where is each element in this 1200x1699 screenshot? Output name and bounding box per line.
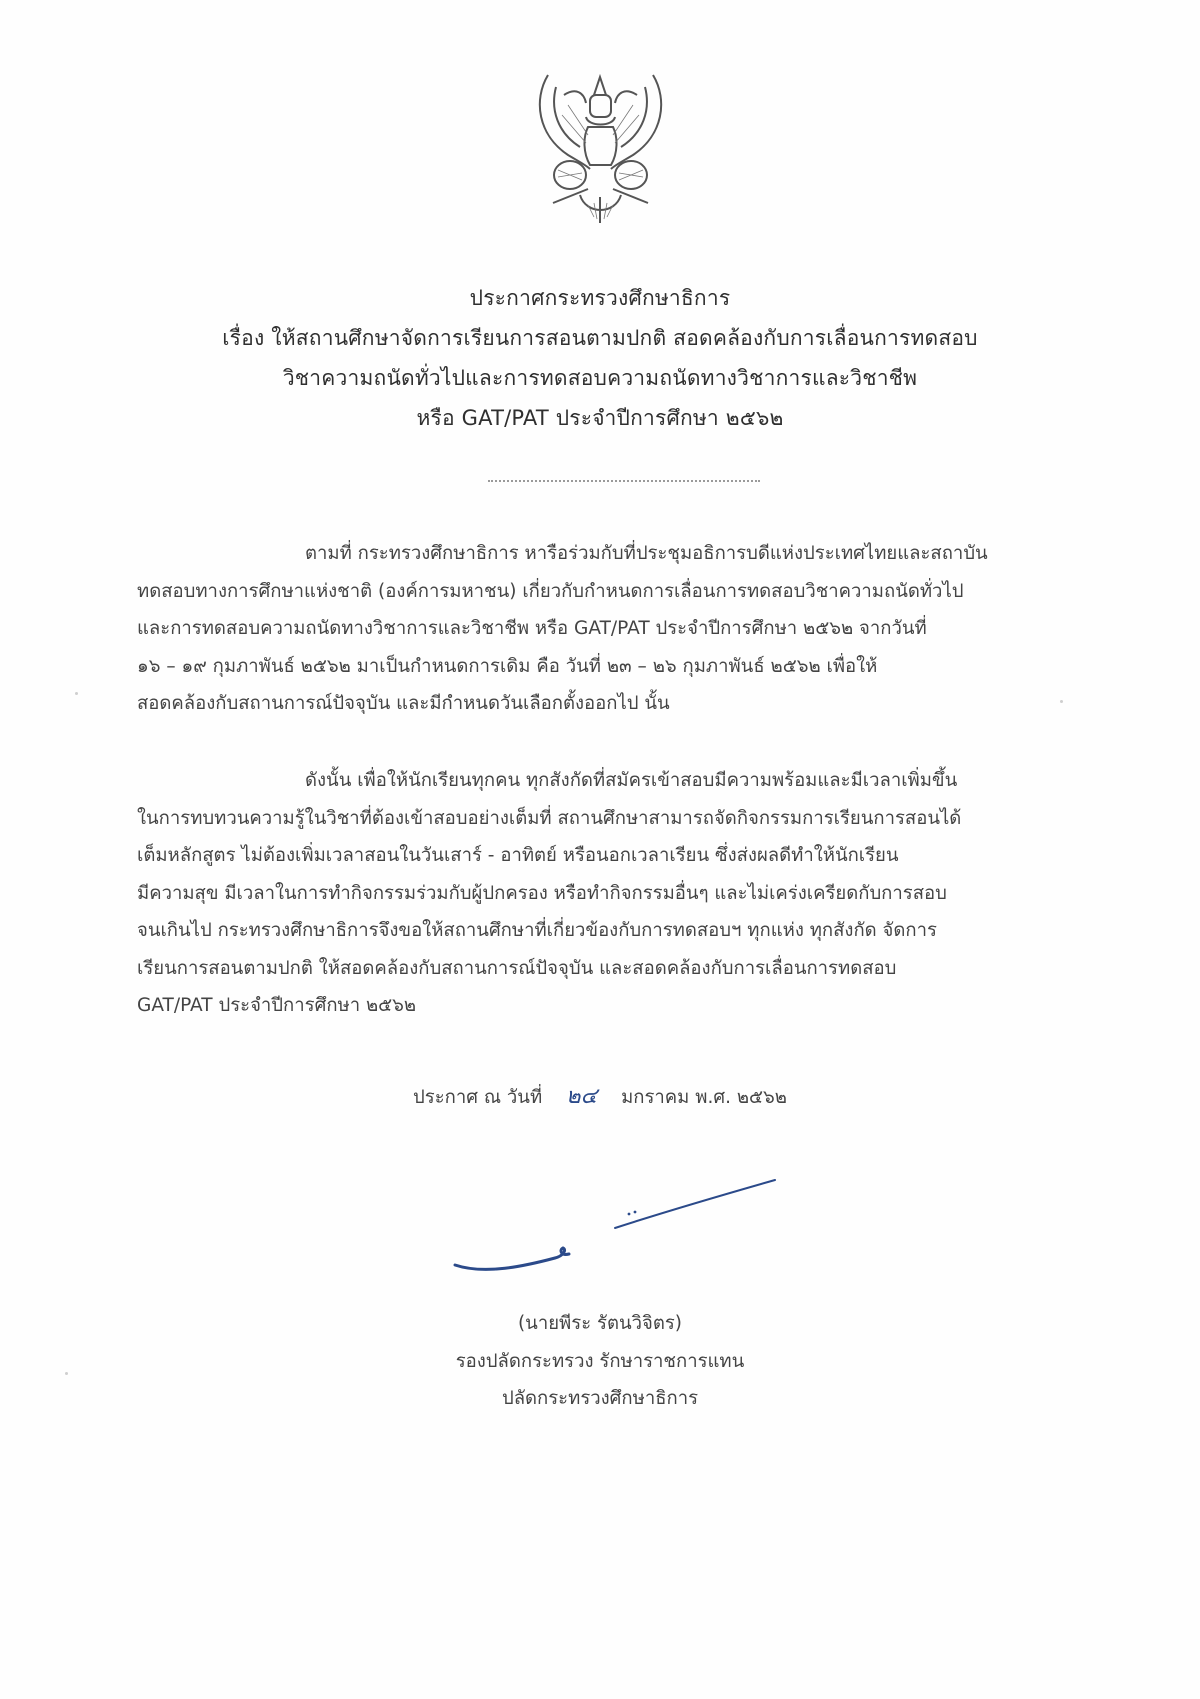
scan-speck bbox=[1060, 700, 1063, 703]
dotted-separator bbox=[488, 480, 760, 482]
paragraph-line: ตามที่ กระทรวงศึกษาธิการ หารือร่วมกับที่ประชุมอธิการบดีแห่งประเทศไทยและสถาบัน bbox=[305, 543, 988, 564]
paragraph-line: และการทดสอบความถนัดทางวิชาการและวิชาชีพ หรือ GAT/PAT ประจำปีการศึกษา ๒๕๖๒ จากวันที่ bbox=[137, 618, 927, 639]
signatory-position-org: ปลัดกระทรวงศึกษาธิการ bbox=[501, 1388, 699, 1409]
paragraph-directive bbox=[137, 762, 1077, 1025]
title-line-subject: เรื่อง ให้สถานศึกษาจัดการเรียนการสอนตามปกติ สอดคล้องกับการเลื่อนการทดสอบ bbox=[222, 326, 978, 350]
paragraph-line: ดังนั้น เพื่อให้นักเรียนทุกคน ทุกสังกัดที่สมัครเข้าสอบมีความพร้อมและมีเวลาเพิ่มขึ้น bbox=[305, 770, 958, 791]
signatory-position: รองปลัดกระทรวง รักษาราชการแทน bbox=[455, 1350, 745, 1372]
paragraph-background bbox=[137, 535, 1077, 723]
date-prefix: ประกาศ ณ วันที่ bbox=[413, 1087, 543, 1108]
signatory-block bbox=[0, 1305, 1200, 1418]
paragraph-line: GAT/PAT ประจำปีการศึกษา ๒๕๖๒ bbox=[137, 995, 417, 1016]
announcement-title bbox=[0, 278, 1200, 438]
paragraph-line: ทดสอบทางการศึกษาแห่งชาติ (องค์การมหาชน) เกี่ยวกับกำหนดการเลื่อนการทดสอบวิชาความถนัดทั่วไป bbox=[137, 580, 964, 602]
signatory-name: (นายพีระ รัตนวิจิตร) bbox=[517, 1313, 683, 1334]
title-line-subject-cont: วิชาความถนัดทั่วไปและการทดสอบความถนัดทางวิชาการและวิชาชีพ bbox=[282, 366, 918, 390]
announcement-date bbox=[0, 1078, 1200, 1113]
title-line-issuer: ประกาศกระทรวงศึกษาธิการ bbox=[469, 286, 731, 310]
date-suffix: มกราคม พ.ศ. ๒๕๖๒ bbox=[621, 1087, 787, 1108]
paragraph-line: มีความสุข มีเวลาในการทำกิจกรรมร่วมกับผู้ปกครอง หรือทำกิจกรรมอื่นๆ และไม่เคร่งเครียดกับการสอบ bbox=[137, 882, 947, 904]
paragraph-line: สอดคล้องกับสถานการณ์ปัจจุบัน และมีกำหนดวันเลือกตั้งออกไป นั้น bbox=[137, 693, 670, 714]
title-line-subject-end: หรือ GAT/PAT ประจำปีการศึกษา ๒๕๖๒ bbox=[416, 406, 784, 430]
paragraph-line: จนเกินไป กระทรวงศึกษาธิการจึงขอให้สถานศึกษาที่เกี่ยวข้องกับการทดสอบฯ ทุกแห่ง ทุกสังกัด จัดการ bbox=[137, 920, 937, 941]
paragraph-line: เรียนการสอนตามปกติ ให้สอดคล้องกับสถานการณ์ปัจจุบัน และสอดคล้องกับการเลื่อนการทดสอบ bbox=[137, 957, 897, 979]
paragraph-line: เต็มหลักสูตร ไม่ต้องเพิ่มเวลาสอนในวันเสาร์ - อาทิตย์ หรือนอกเวลาเรียน ซึ่งส่งผลดีทำให้นักเรียน bbox=[137, 845, 899, 866]
scan-speck bbox=[75, 692, 78, 695]
paragraph-line: ๑๖ – ๑๙ กุมภาพันธ์ ๒๕๖๒ มาเป็นกำหนดการเดิม คือ วันที่ ๒๓ – ๒๖ กุมภาพันธ์ ๒๕๖๒ เพื่อให้ bbox=[137, 655, 878, 677]
signature-icon bbox=[445, 1170, 785, 1290]
garuda-emblem-icon bbox=[528, 65, 673, 225]
paragraph-line: ในการทบทวนความรู้ในวิชาที่ต้องเข้าสอบอย่างเต็มที่ สถานศึกษาสามารถจัดกิจกรรมการเรียนการสอนได้ bbox=[137, 807, 962, 829]
date-day-handwritten: ๒๔ bbox=[566, 1084, 598, 1109]
scan-speck bbox=[65, 1372, 68, 1375]
